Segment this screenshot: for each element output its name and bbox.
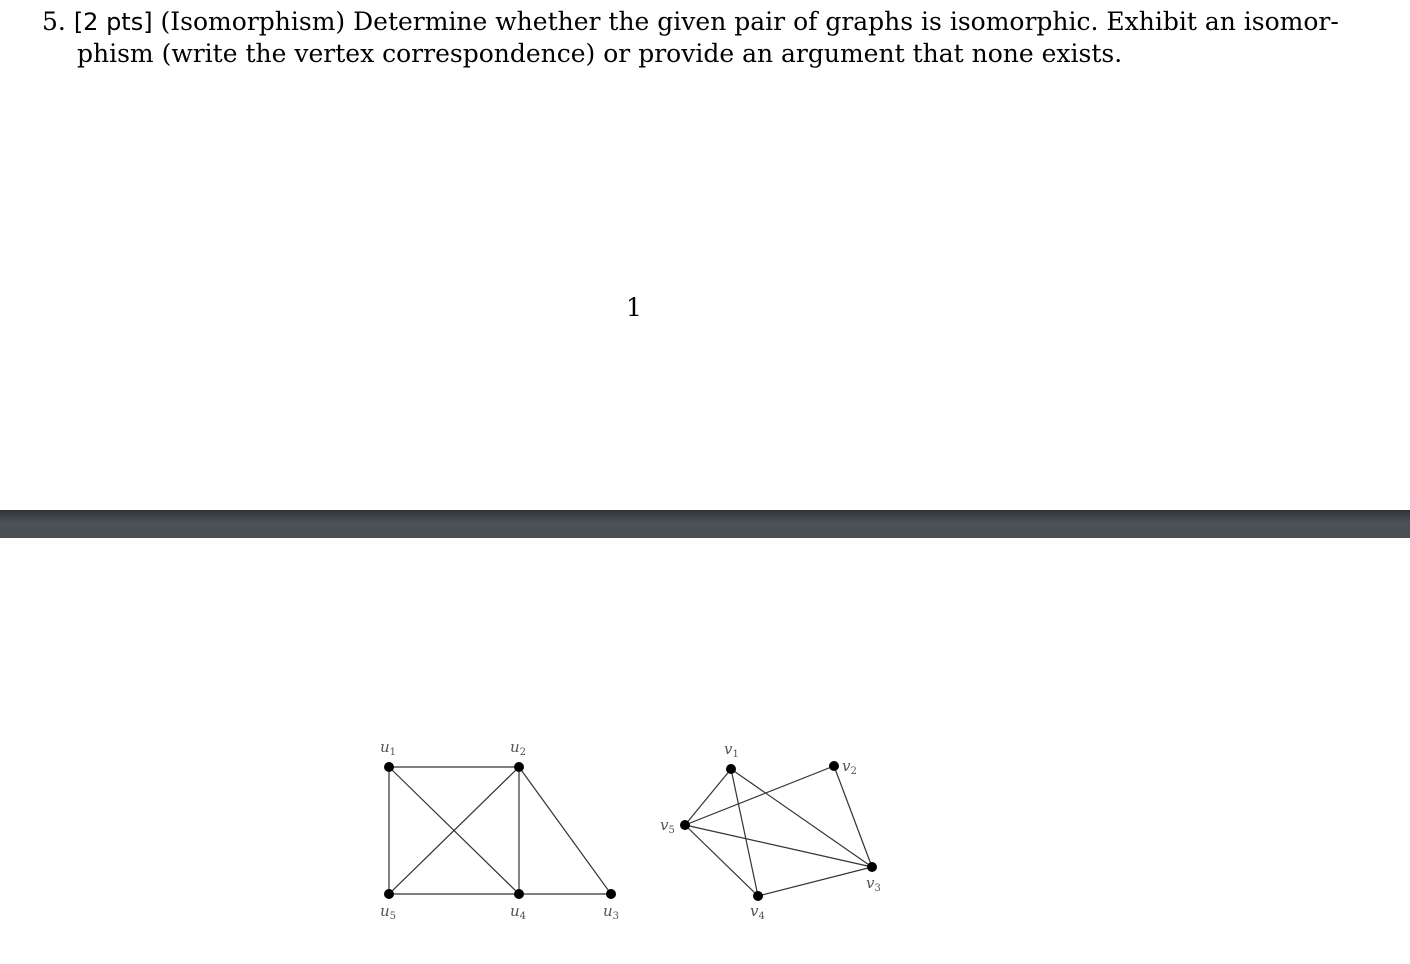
problem-text-line-2: phism (write the vertex correspondence) or provide an argument that none exists. (77, 39, 1123, 68)
label-v3: $v_3$ (866, 874, 881, 894)
vertex-u2 (514, 762, 524, 772)
problem-points: [2 pts] (73, 8, 153, 36)
label-u4: $u_4$ (510, 902, 527, 922)
edge-v2-v5 (685, 766, 834, 825)
graph-u-vertices (384, 762, 616, 899)
label-v1: $v_1$ (724, 740, 739, 760)
vertex-v4 (753, 891, 763, 901)
vertex-v2 (829, 761, 839, 771)
label-v4: $v_4$ (750, 902, 765, 922)
vertex-v1 (726, 764, 736, 774)
edge-v2-v3 (834, 766, 872, 867)
problem-text-line-1: (Isomorphism) Determine whether the given pair of graphs is isomorphic. Exhibit an isomor- (160, 7, 1339, 36)
label-u5: $u_5$ (380, 902, 397, 922)
vertex-v5 (680, 820, 690, 830)
label-u2: $u_2$ (510, 738, 527, 758)
vertex-v3 (867, 862, 877, 872)
edge-v1-v4 (731, 769, 758, 896)
problem-number: 5. (42, 7, 66, 36)
page-number: 1 (626, 293, 642, 322)
edge-v1-v3 (731, 769, 872, 867)
label-u3: $u_3$ (603, 902, 620, 922)
edge-u2-u3 (519, 767, 611, 894)
vertex-u1 (384, 762, 394, 772)
edge-v4-v3 (758, 867, 872, 896)
vertex-u5 (384, 889, 394, 899)
label-u1: $u_1$ (380, 738, 397, 758)
edge-v1-v5 (685, 769, 731, 825)
vertex-u4 (514, 889, 524, 899)
label-v5: $v_5$ (660, 816, 675, 836)
edge-v5-v4 (685, 825, 758, 896)
vertex-u3 (606, 889, 616, 899)
label-v2: $v_2$ (842, 757, 857, 777)
graph-u-edges (389, 767, 611, 894)
graph-v-edges (685, 766, 872, 896)
edge-v5-v3 (685, 825, 872, 867)
